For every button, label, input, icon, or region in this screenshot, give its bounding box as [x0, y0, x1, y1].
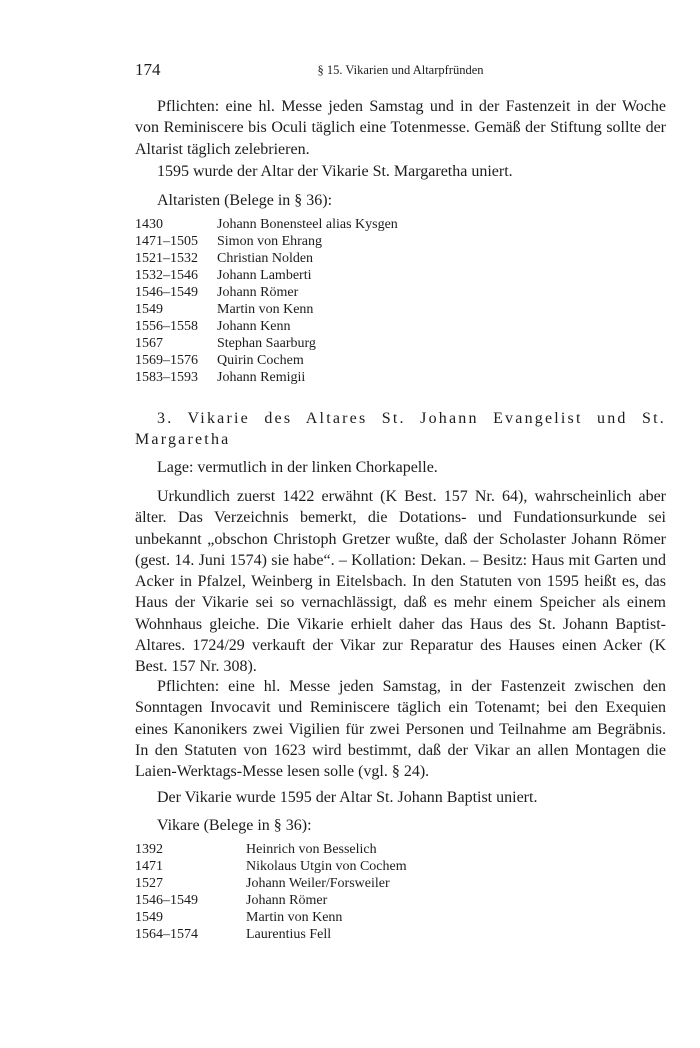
history-paragraph: Urkundlich zuerst 1422 erwähnt (K Best. 157 Nr. 64), wahrscheinlich aber älter. Das Verzeichnis bemerkt, die Dotations- und Fundationsurkunde sei unbekannt „obschon Christoph Gretzer wußte, daß der Scholaster Johann Römer (gest. 14. Juni 1574) sie habe“. – Kollation: Dekan. – Besitz: Haus mit Garten und Acker in Pfalzel, Weinberg in Eitelsbach. In den Statuten von 1595 heißt es, das Haus der Vikarie sei so vernachlässigt, daß es mehr einem Speicher als einem Wohnhaus gleiche. Die Vikarie erhielt daher das Haus des St. Johann Baptist-Altares. 1724/29 verkauft der Vikar zur Reparatur des Hauses einen Acker (K Best. 157 Nr. 308).	[135, 488, 666, 676]
roster-row	[135, 369, 398, 386]
roster-years: 1521–1532	[135, 251, 198, 266]
roster-name: Quirin Cochem	[217, 353, 304, 368]
roster-row	[135, 858, 407, 875]
roster-name: Johann Remigii	[217, 370, 306, 385]
roster-row	[135, 250, 398, 267]
roster-row	[135, 909, 407, 926]
roster-years: 1471–1505	[135, 234, 198, 249]
roster-row	[135, 284, 398, 301]
roster-row	[135, 926, 407, 943]
roster-name: Johann Lamberti	[217, 268, 312, 283]
roster-row	[135, 875, 407, 892]
section-heading: 3. Vikarie des Altares St. Johann Evangelist und St. Margaretha	[135, 410, 666, 449]
roster-years: 1546–1549	[135, 893, 198, 908]
roster-years: 1546–1549	[135, 285, 198, 300]
roster-name: Heinrich von Besselich	[246, 842, 377, 857]
union-paragraph: 1595 wurde der Altar der Vikarie St. Margaretha uniert.	[157, 163, 513, 180]
roster-name: Stephan Saarburg	[217, 336, 316, 351]
running-head: § 15. Vikarien und Altarpfründen	[317, 63, 484, 77]
altaristen-list	[135, 216, 398, 386]
roster-years: 1569–1576	[135, 353, 198, 368]
roster-years: 1549	[135, 910, 163, 925]
roster-years: 1532–1546	[135, 268, 198, 283]
roster-name: Johann Weiler/Forsweiler	[246, 876, 390, 891]
altaristen-heading: Altaristen (Belege in § 36):	[157, 192, 333, 209]
roster-years: 1564–1574	[135, 927, 198, 942]
roster-row	[135, 318, 398, 335]
roster-name: Johann Bonensteel alias Kysgen	[217, 217, 398, 232]
page-number: 174	[135, 60, 161, 79]
roster-row	[135, 301, 398, 318]
page-header	[135, 60, 666, 84]
roster-row	[135, 216, 398, 233]
location-paragraph: Lage: vermutlich in der linken Chorkapelle.	[157, 459, 438, 476]
roster-name: Johann Römer	[217, 285, 299, 300]
roster-name: Martin von Kenn	[217, 302, 314, 317]
obligations-paragraph: Pflichten: eine hl. Messe jeden Samstag, in der Fastenzeit zwischen den Sonntagen Invocavit und Reminiscere täglich ein Totenamt; bei den Exequien eines Kanonikers zwei Vigilien für zwei Personen und Teilnahme am Begräbnis. In den Statuten von 1623 wird bestimmt, daß der Vikar an allen Montagen die Laien-Werktags-Messe lesen solle (vgl. § 24).	[135, 678, 666, 781]
union-note-paragraph: Der Vikarie wurde 1595 der Altar St. Johann Baptist uniert.	[157, 789, 538, 806]
roster-years: 1556–1558	[135, 319, 198, 334]
roster-name: Johann Kenn	[217, 319, 291, 334]
roster-years: 1471	[135, 859, 163, 874]
roster-row	[135, 267, 398, 284]
duties-paragraph: Pflichten: eine hl. Messe jeden Samstag und in der Fastenzeit in der Woche von Reminiscere bis Oculi täglich eine Totenmesse. Gemäß der Stiftung sollte der Altarist täglich zelebrieren.	[135, 98, 666, 158]
roster-years: 1430	[135, 217, 163, 232]
roster-name: Nikolaus Utgin von Cochem	[246, 859, 407, 874]
roster-name: Christian Nolden	[217, 251, 314, 266]
roster-years: 1583–1593	[135, 370, 198, 385]
vikare-list	[135, 841, 407, 943]
roster-name: Johann Römer	[246, 893, 328, 908]
roster-name: Simon von Ehrang	[217, 234, 322, 249]
roster-years: 1549	[135, 302, 163, 317]
roster-name: Martin von Kenn	[246, 910, 343, 925]
roster-row	[135, 352, 398, 369]
vikare-heading: Vikare (Belege in § 36):	[157, 817, 312, 834]
roster-years: 1527	[135, 876, 163, 891]
roster-row	[135, 841, 407, 858]
roster-years: 1392	[135, 842, 163, 857]
roster-name: Laurentius Fell	[246, 927, 332, 942]
roster-row	[135, 892, 407, 909]
roster-row	[135, 335, 398, 352]
roster-years: 1567	[135, 336, 163, 351]
roster-row	[135, 233, 398, 250]
